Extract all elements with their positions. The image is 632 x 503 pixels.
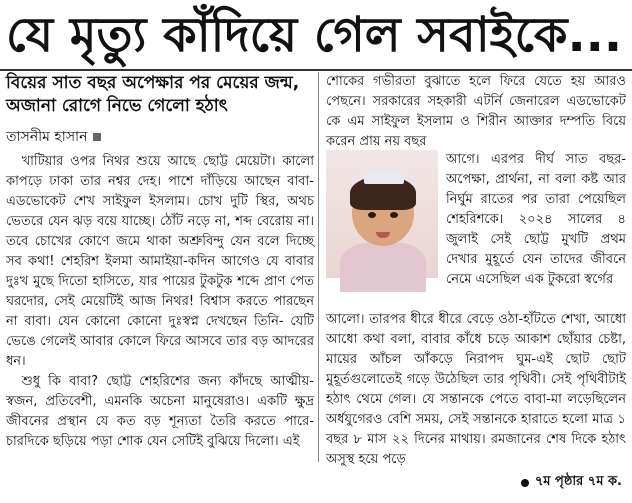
right-bottom-text xyxy=(326,310,626,467)
tiara-icon xyxy=(364,170,404,184)
paragraph-3: শোকের গভীরতা বুঝাতে হলে ফিরে যেতে হয় আরও পেছনে। সরকারের সহকারী এটর্নি জেনারেল এডভোকেট কে এম সাইফুল ইসলাম ও শিরীন আক্তার দম্পতি বিয়ে করেন প্রায় নয় বছর xyxy=(326,74,626,149)
subhead: বিয়ের সাত বছর অপেক্ষার পর মেয়ের জন্ম, অজানা রোগে নিভে গেলো হঠাৎ xyxy=(6,73,300,116)
left-body xyxy=(6,152,314,472)
headline-rule xyxy=(0,69,632,71)
bullet-dot-icon xyxy=(521,479,529,487)
paragraph-4: আগে। এরপর দীর্ঘ সাত বছর-অপেক্ষা, প্রার্থনা, না বলা কষ্ট আর নির্ঘুম রাতের পর তারা পেয়েছিল শেহরিশকে। ২০২৪ সালের ৪ জুলাই সেই ছোট্ট মুখটি প্রথম দেখার মুহূর্তে যেন তাদের জীবনে নেমে এসেছিল এক টুকরো স্বর্গের xyxy=(446,152,626,287)
paragraph-1: খাটিয়ার ওপর নিথর শুয়ে আছে ছোট্ট মেয়েটা। কালো কাপড়ে ঢাকা তার নশ্বর দেহ। পাশে দাঁড়িয়ে আছেন বাবা-এডভোকেট শেখ সাইফুল ইসলাম। চোখ দুটি স্থির, অথচ ভেতরে যেন ঝড় বয়ে যাচ্ছে। ঠোঁট নড়ে না, শব্দ বেরোয় না। তবে চোখের কোণে জমে থাকা অশ্রুবিন্দু যেন বলে দিচ্ছে সব কথা! শেহরিশ ইলমা আমাইয়া-কদিন আগেও যে বাবার দুঃখ মুছে দিতো হাসিতে, যার পায়ের টুকটুক শব্দে প্রাণ পেত ঘরদোর, সেই মেয়েটিই আজ নিথর! বিশ্বাস করতে পারছেন না বাবা। যেন কোনো কোনো দুঃস্বপ্ন দেখছেন তিনি- যেটি ভেঙে গেলেই আবার কোলে ফিরে আসবে তার বড় আদরের ধন। xyxy=(6,154,314,369)
author-name: তাসনীম হাসান xyxy=(6,129,88,145)
continued-on-page xyxy=(521,472,622,493)
photo-row xyxy=(326,150,626,310)
left-column xyxy=(6,72,314,472)
continued-label: ৭ম পৃষ্ঠার ৭ম ক. xyxy=(534,474,622,489)
column-divider xyxy=(318,72,319,462)
paragraph-2: শুধু কি বাবা? ছোট্ট শেহরিশের জন্য কাঁদছে আত্মীয়-স্বজন, প্রতিবেশী, এমনকি অচেনা মানুষেরাও। একটি ক্ষুদ্র জীবনের প্রস্থান যে কত বড় শূন্যতা তৈরি করতে পারে-চারদিকে ছড়িয়ে পড়া শোক যেন সেটিই বুঝিয়ে দিলো। এই xyxy=(6,374,314,449)
right-top-text xyxy=(326,72,626,148)
headline: যে মৃত্যু কাঁদিয়ে গেল সবাইকে... xyxy=(6,7,623,63)
paragraph-5: আলো। তারপর ধীরে ধীরে বেড়ে ওঠা-হাঁটতে শেখা, আধো আধো কথা বলা, বাবার কাঁধে চড়ে আকাশ ছোঁয়ার চেষ্টা, মায়ের আঁচল আঁকড়ে নিরাপদ ঘুম-এই ছোট ছোট মুহূর্তগুলোতেই গড়ে উঠেছিল তার পৃথিবী। সেই পৃথিবীটাই হঠাৎ থেমে গেল। যে সন্তানকে পেতে বাবা-মা লড়েছিলেন অর্ধযুগেরও বেশি সময়, সেই সন্তানকে হারাতে হলো মাত্র ১ বছর ৮ মাস ২২ দিনের মাথায়। রমজানের শেষ দিকে হঠাৎ অসুস্থ হয়ে পড়ে xyxy=(326,312,626,467)
byline xyxy=(6,126,314,148)
child-photo xyxy=(326,150,438,278)
text-beside-photo xyxy=(446,150,626,310)
square-bullet-icon xyxy=(93,133,101,141)
right-column xyxy=(326,72,626,467)
